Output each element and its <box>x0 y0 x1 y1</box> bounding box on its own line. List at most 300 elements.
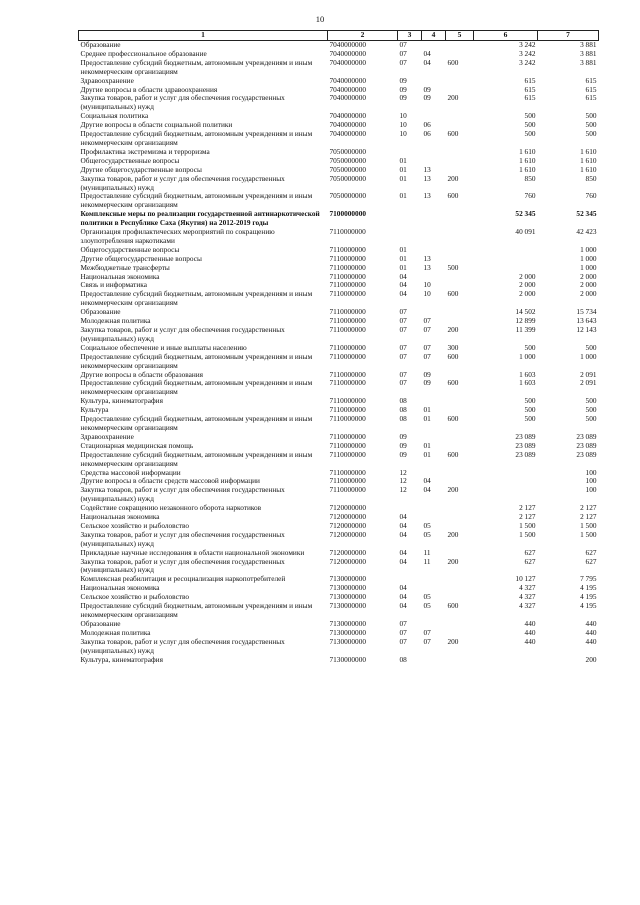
amount-year-1 <box>474 255 538 264</box>
item-name: Образование <box>80 308 121 317</box>
item-code: 7040000000 <box>329 40 366 49</box>
subsection-code <box>422 246 446 255</box>
item-code: 7050000000 <box>329 165 366 174</box>
amount-year-2: 1 000 <box>580 352 597 361</box>
amount-year-2: 3 881 <box>580 40 597 49</box>
amount-year-2: 500 <box>585 406 597 415</box>
amount-year-2: 4 195 <box>580 593 597 602</box>
section-code: 07 <box>399 40 407 49</box>
section-code: 04 <box>399 281 407 290</box>
section-code: 07 <box>399 326 407 334</box>
subsection-code <box>422 112 446 121</box>
item-code: 7050000000 <box>329 174 366 183</box>
item-code: 7110000000 <box>329 343 366 352</box>
table-row <box>79 522 599 531</box>
expense-type-code <box>446 397 474 406</box>
table-row <box>79 86 599 95</box>
table-row <box>79 406 599 415</box>
item-code: 7120000000 <box>329 530 366 539</box>
table-row <box>79 290 599 308</box>
amount-year-1: 23 089 <box>515 432 536 441</box>
subsection-code: 13 <box>423 254 431 263</box>
amount-year-1: 500 <box>524 415 536 424</box>
subsection-code <box>422 513 446 522</box>
amount-year-2: 2 000 <box>580 272 597 281</box>
amount-year-1: 760 <box>524 192 536 201</box>
amount-year-1: 500 <box>524 130 536 139</box>
expense-type-code <box>446 41 474 50</box>
table-row <box>79 50 599 59</box>
table-row <box>79 317 599 326</box>
item-code: 7130000000 <box>329 628 366 637</box>
amount-year-1: 52 345 <box>515 210 536 219</box>
item-name: Молодежная политика <box>80 317 151 326</box>
amount-year-2: 440 <box>585 619 597 628</box>
amount-year-2: 3 881 <box>580 58 597 67</box>
expense-type-code: 500 <box>447 263 459 272</box>
table-row <box>79 353 599 371</box>
subsection-code: 06 <box>423 121 431 130</box>
table-row <box>79 255 599 264</box>
subsection-code <box>422 157 446 166</box>
subsection-code: 07 <box>423 628 431 637</box>
amount-year-2: 500 <box>585 415 597 424</box>
item-name: Комплексные меры по реализации государственной антинаркотической политики в Республике Саха (Якутия) на 2012-2019 годы <box>80 210 320 228</box>
table-row <box>79 273 599 282</box>
amount-year-1: 14 502 <box>515 308 536 317</box>
column-header: 4 <box>422 31 446 41</box>
table-row <box>79 77 599 86</box>
expense-type-code: 200 <box>447 94 459 103</box>
section-code: 04 <box>399 548 407 557</box>
item-name: Профилактика экстремизма и терроризма <box>80 147 210 156</box>
item-name: Другие вопросы в области здравоохранения <box>80 85 218 94</box>
table-row <box>79 246 599 255</box>
item-code: 7110000000 <box>329 317 366 326</box>
item-name: Организация профилактических мероприятий по сокращению злоупотребления наркотиками <box>80 228 275 245</box>
subsection-code <box>422 41 446 50</box>
table-row <box>79 130 599 148</box>
amount-year-2: 1 500 <box>580 530 597 539</box>
subsection-code: 05 <box>423 602 431 611</box>
table-row <box>79 442 599 451</box>
column-header: 2 <box>328 31 398 41</box>
item-code: 7040000000 <box>329 49 366 58</box>
amount-year-1: 500 <box>524 343 536 352</box>
expense-type-code: 600 <box>447 415 459 424</box>
expense-type-code: 200 <box>447 637 459 646</box>
table-body <box>79 41 599 665</box>
item-name: Другие общегосударственные вопросы <box>80 254 202 263</box>
item-code: 7130000000 <box>329 575 366 584</box>
amount-year-1: 615 <box>524 85 536 94</box>
amount-year-2: 100 <box>585 486 597 495</box>
item-name: Здравоохранение <box>80 432 134 441</box>
item-name: Предоставление субсидий бюджетным, автономным учреждениям и иным некоммерческим организациям <box>80 130 313 147</box>
amount-year-1: 500 <box>524 112 536 121</box>
subsection-code <box>422 433 446 442</box>
amount-year-2: 615 <box>585 94 597 103</box>
table-row <box>79 531 599 549</box>
item-code: 7110000000 <box>329 397 366 406</box>
amount-year-2: 2 127 <box>580 504 597 513</box>
section-code: 09 <box>399 94 407 103</box>
subsection-code: 10 <box>423 290 431 299</box>
item-code: 7110000000 <box>329 432 366 441</box>
amount-year-2: 3 881 <box>580 49 597 58</box>
section-code: 09 <box>399 76 407 85</box>
amount-year-1: 440 <box>524 628 536 637</box>
section-code: 04 <box>399 557 407 566</box>
table-row <box>79 148 599 157</box>
amount-year-2: 500 <box>585 121 597 130</box>
subsection-code: 01 <box>423 450 431 459</box>
item-name: Социальная политика <box>80 112 149 121</box>
section-code <box>398 148 422 157</box>
table-row <box>79 121 599 130</box>
expense-type-code <box>446 549 474 558</box>
amount-year-2: 2 091 <box>580 370 597 379</box>
item-name: Межбюджетные трансферты <box>80 263 170 272</box>
expense-type-code <box>446 433 474 442</box>
amount-year-1: 10 127 <box>515 575 536 584</box>
subsection-code <box>422 210 446 228</box>
section-code: 07 <box>399 317 407 326</box>
amount-year-1: 1 500 <box>519 530 536 539</box>
item-name: Образование <box>80 40 121 49</box>
amount-year-2: 440 <box>585 637 597 646</box>
section-code: 08 <box>399 406 407 415</box>
amount-year-1: 40 091 <box>515 228 536 237</box>
section-code: 09 <box>399 432 407 441</box>
expense-type-code: 200 <box>447 326 459 334</box>
item-code: 7130000000 <box>329 593 366 602</box>
expense-type-code <box>446 273 474 282</box>
item-name: Сельское хозяйство и рыболовство <box>80 593 190 602</box>
amount-year-2: 23 089 <box>576 432 597 441</box>
amount-year-2: 2 000 <box>580 290 597 299</box>
section-code: 04 <box>399 513 407 522</box>
expense-type-code: 300 <box>447 343 459 352</box>
amount-year-2: 1 500 <box>580 521 597 530</box>
subsection-code: 13 <box>423 174 431 183</box>
section-code: 04 <box>399 521 407 530</box>
item-code: 7110000000 <box>329 379 366 388</box>
item-code: 7110000000 <box>329 290 366 299</box>
subsection-code: 09 <box>423 85 431 94</box>
amount-year-2: 615 <box>585 85 597 94</box>
table-row <box>79 593 599 602</box>
item-code: 7050000000 <box>329 147 366 156</box>
item-name: Средства массовой информации <box>80 468 181 477</box>
item-name: Другие общегосударственные вопросы <box>80 165 202 174</box>
subsection-code: 09 <box>423 370 431 379</box>
amount-year-2: 23 089 <box>576 441 597 450</box>
section-code <box>398 504 422 513</box>
section-code: 12 <box>399 468 407 477</box>
amount-year-1: 4 327 <box>519 593 536 602</box>
item-name: Национальная экономика <box>80 584 160 593</box>
item-name: Закупка товаров, работ и услуг для обеспечения государственных (муниципальных) нужд <box>80 557 285 575</box>
section-code: 04 <box>399 593 407 602</box>
expense-type-code <box>446 210 474 228</box>
item-code: 7110000000 <box>329 308 366 317</box>
section-code: 01 <box>399 156 407 165</box>
expense-type-code <box>446 228 474 246</box>
subsection-code: 07 <box>423 637 431 646</box>
amount-year-1: 11 399 <box>515 326 536 334</box>
table-row <box>79 477 599 486</box>
amount-year-1: 3 242 <box>519 49 536 58</box>
item-code: 7100000000 <box>329 210 366 219</box>
section-code: 04 <box>399 584 407 593</box>
item-name: Здравоохранение <box>80 76 134 85</box>
table-row <box>79 513 599 522</box>
item-code: 7040000000 <box>329 94 366 103</box>
subsection-code <box>422 397 446 406</box>
item-code: 7110000000 <box>329 352 366 361</box>
table-row <box>79 192 599 210</box>
expense-type-code <box>446 575 474 584</box>
subsection-code <box>422 273 446 282</box>
amount-year-1 <box>474 486 538 504</box>
column-header: 1 <box>79 31 328 41</box>
item-code: 7110000000 <box>329 441 366 450</box>
item-code: 7110000000 <box>329 326 366 334</box>
expense-type-code <box>446 477 474 486</box>
section-code: 01 <box>399 245 407 254</box>
item-code: 7120000000 <box>329 548 366 557</box>
table-row <box>79 210 599 228</box>
section-code: 07 <box>399 352 407 361</box>
budget-table <box>78 30 599 664</box>
section-code: 07 <box>399 49 407 58</box>
item-name: Закупка товаров, работ и услуг для обеспечения государственных (муниципальных) нужд <box>80 326 285 343</box>
expense-type-code <box>446 255 474 264</box>
expense-type-code: 600 <box>447 602 459 611</box>
item-name: Культура, кинематография <box>80 655 163 664</box>
item-code: 7110000000 <box>329 477 366 486</box>
section-code: 07 <box>399 58 407 67</box>
subsection-code: 09 <box>423 94 431 103</box>
section-code: 09 <box>399 85 407 94</box>
amount-year-2: 627 <box>585 557 597 566</box>
expense-type-code <box>446 469 474 478</box>
item-name: Комплексная реабилитация и ресоциализация наркопотребителей <box>80 575 286 584</box>
amount-year-1: 1 603 <box>519 370 536 379</box>
amount-year-1: 23 089 <box>515 450 536 459</box>
item-name: Национальная экономика <box>80 272 160 281</box>
amount-year-1 <box>474 477 538 486</box>
subsection-code <box>422 575 446 584</box>
subsection-code: 09 <box>423 379 431 388</box>
table-row <box>79 59 599 77</box>
item-code: 7040000000 <box>329 112 366 121</box>
table-row <box>79 166 599 175</box>
amount-year-1: 500 <box>524 406 536 415</box>
section-code: 04 <box>399 602 407 611</box>
item-name: Стационарная медицинская помощь <box>80 441 194 450</box>
item-code: 7110000000 <box>329 415 366 424</box>
section-code: 01 <box>399 165 407 174</box>
section-code: 01 <box>399 263 407 272</box>
item-name: Предоставление субсидий бюджетным, автономным учреждениям и иным некоммерческим организациям <box>80 450 313 468</box>
item-name: Культура <box>80 406 109 415</box>
subsection-code: 07 <box>423 326 431 334</box>
table-header-row <box>79 31 599 41</box>
table-row <box>79 281 599 290</box>
amount-year-2: 100 <box>585 468 597 477</box>
amount-year-2: 7 795 <box>580 575 597 584</box>
amount-year-2: 627 <box>585 548 597 557</box>
expense-type-code <box>446 281 474 290</box>
item-code: 7110000000 <box>329 281 366 290</box>
amount-year-2: 15 734 <box>576 308 597 317</box>
amount-year-2: 760 <box>585 192 597 201</box>
item-name: Другие вопросы в области социальной политики <box>80 121 233 130</box>
amount-year-1: 1 610 <box>519 165 536 174</box>
subsection-code: 07 <box>423 343 431 352</box>
amount-year-1: 440 <box>524 637 536 646</box>
item-name: Предоставление субсидий бюджетным, автономным учреждениям и иным некоммерческим организациям <box>80 290 313 308</box>
subsection-code: 13 <box>423 165 431 174</box>
amount-year-1: 4 327 <box>519 602 536 611</box>
subsection-code <box>422 584 446 593</box>
item-code: 7040000000 <box>329 130 366 139</box>
section-code: 08 <box>399 655 407 664</box>
expense-type-code <box>446 86 474 95</box>
amount-year-1: 440 <box>524 619 536 628</box>
amount-year-2: 500 <box>585 130 597 139</box>
item-code: 7110000000 <box>329 450 366 459</box>
item-name: Содействие сокращению незаконного оборота наркотиков <box>80 504 262 513</box>
expense-type-code <box>446 513 474 522</box>
item-name: Национальная экономика <box>80 513 160 522</box>
amount-year-2: 42 423 <box>576 228 597 237</box>
section-code: 07 <box>399 628 407 637</box>
subsection-code: 01 <box>423 415 431 424</box>
table-row <box>79 486 599 504</box>
item-name: Общегосударственные вопросы <box>80 245 180 254</box>
amount-year-2: 500 <box>585 112 597 121</box>
amount-year-1 <box>474 656 538 665</box>
item-code: 7130000000 <box>329 619 366 628</box>
amount-year-1: 850 <box>524 174 536 183</box>
item-name: Закупка товаров, работ и услуг для обеспечения государственных (муниципальных) нужд <box>80 174 285 192</box>
amount-year-1: 3 242 <box>519 40 536 49</box>
expense-type-code: 600 <box>447 290 459 299</box>
expense-type-code <box>446 308 474 317</box>
item-code: 7120000000 <box>329 513 366 522</box>
section-code: 10 <box>399 112 407 121</box>
column-header: 3 <box>398 31 422 41</box>
expense-type-code: 200 <box>447 174 459 183</box>
amount-year-1: 1 610 <box>519 156 536 165</box>
item-code: 7130000000 <box>329 637 366 646</box>
item-code: 7130000000 <box>329 584 366 593</box>
expense-type-code <box>446 442 474 451</box>
section-code: 04 <box>399 530 407 539</box>
item-name: Предоставление субсидий бюджетным, автономным учреждениям и иным некоммерческим организациям <box>80 602 313 619</box>
column-header: 5 <box>446 31 474 41</box>
item-name: Молодежная политика <box>80 628 151 637</box>
expense-type-code: 600 <box>447 450 459 459</box>
expense-type-code <box>446 317 474 326</box>
subsection-code: 13 <box>423 263 431 272</box>
amount-year-1: 615 <box>524 76 536 85</box>
table-row <box>79 451 599 469</box>
expense-type-code <box>446 371 474 380</box>
table-row <box>79 469 599 478</box>
expense-type-code <box>446 166 474 175</box>
section-code: 01 <box>399 174 407 183</box>
item-code: 7110000000 <box>329 263 366 272</box>
expense-type-code: 600 <box>447 379 459 388</box>
item-code: 7110000000 <box>329 468 366 477</box>
item-code: 7050000000 <box>329 192 366 201</box>
expense-type-code <box>446 112 474 121</box>
expense-type-code <box>446 157 474 166</box>
table-row <box>79 433 599 442</box>
table-row <box>79 629 599 638</box>
amount-year-2: 13 643 <box>576 317 597 326</box>
table-row <box>79 371 599 380</box>
amount-year-2: 1 000 <box>580 263 597 272</box>
expense-type-code <box>446 584 474 593</box>
item-code: 7110000000 <box>329 406 366 415</box>
expense-type-code: 200 <box>447 486 459 495</box>
item-name: Социальное обеспечение и иные выплаты населению <box>80 343 247 352</box>
table-row <box>79 344 599 353</box>
subsection-code <box>422 504 446 513</box>
expense-type-code <box>446 593 474 602</box>
item-name: Закупка товаров, работ и услуг для обеспечения государственных (муниципальных) нужд <box>80 530 285 548</box>
amount-year-1 <box>474 246 538 255</box>
subsection-code: 06 <box>423 130 431 139</box>
item-name: Закупка товаров, работ и услуг для обеспечения государственных (муниципальных) нужд <box>80 94 285 112</box>
amount-year-2: 2 127 <box>580 513 597 522</box>
item-name: Сельское хозяйство и рыболовство <box>80 521 190 530</box>
column-header: 7 <box>538 31 599 41</box>
amount-year-1: 627 <box>524 548 536 557</box>
amount-year-2: 1 610 <box>580 165 597 174</box>
section-code: 12 <box>399 486 407 495</box>
amount-year-2: 4 195 <box>580 602 597 611</box>
column-header: 6 <box>474 31 538 41</box>
section-code <box>398 575 422 584</box>
table-row <box>79 264 599 273</box>
amount-year-2: 440 <box>585 628 597 637</box>
table-row <box>79 41 599 50</box>
item-code: 7040000000 <box>329 121 366 130</box>
expense-type-code: 600 <box>447 192 459 201</box>
expense-type-code: 600 <box>447 58 459 67</box>
expense-type-code <box>446 406 474 415</box>
item-name: Другие вопросы в области образования <box>80 370 204 379</box>
item-code: 7120000000 <box>329 557 366 566</box>
expense-type-code: 600 <box>447 352 459 361</box>
subsection-code: 04 <box>423 49 431 58</box>
table-row <box>79 575 599 584</box>
subsection-code: 01 <box>423 441 431 450</box>
item-name: Образование <box>80 619 121 628</box>
amount-year-1: 2 000 <box>519 281 536 290</box>
section-code: 07 <box>399 343 407 352</box>
subsection-code: 10 <box>423 281 431 290</box>
section-code: 10 <box>399 130 407 139</box>
item-code: 7040000000 <box>329 85 366 94</box>
amount-year-2: 1 000 <box>580 254 597 263</box>
